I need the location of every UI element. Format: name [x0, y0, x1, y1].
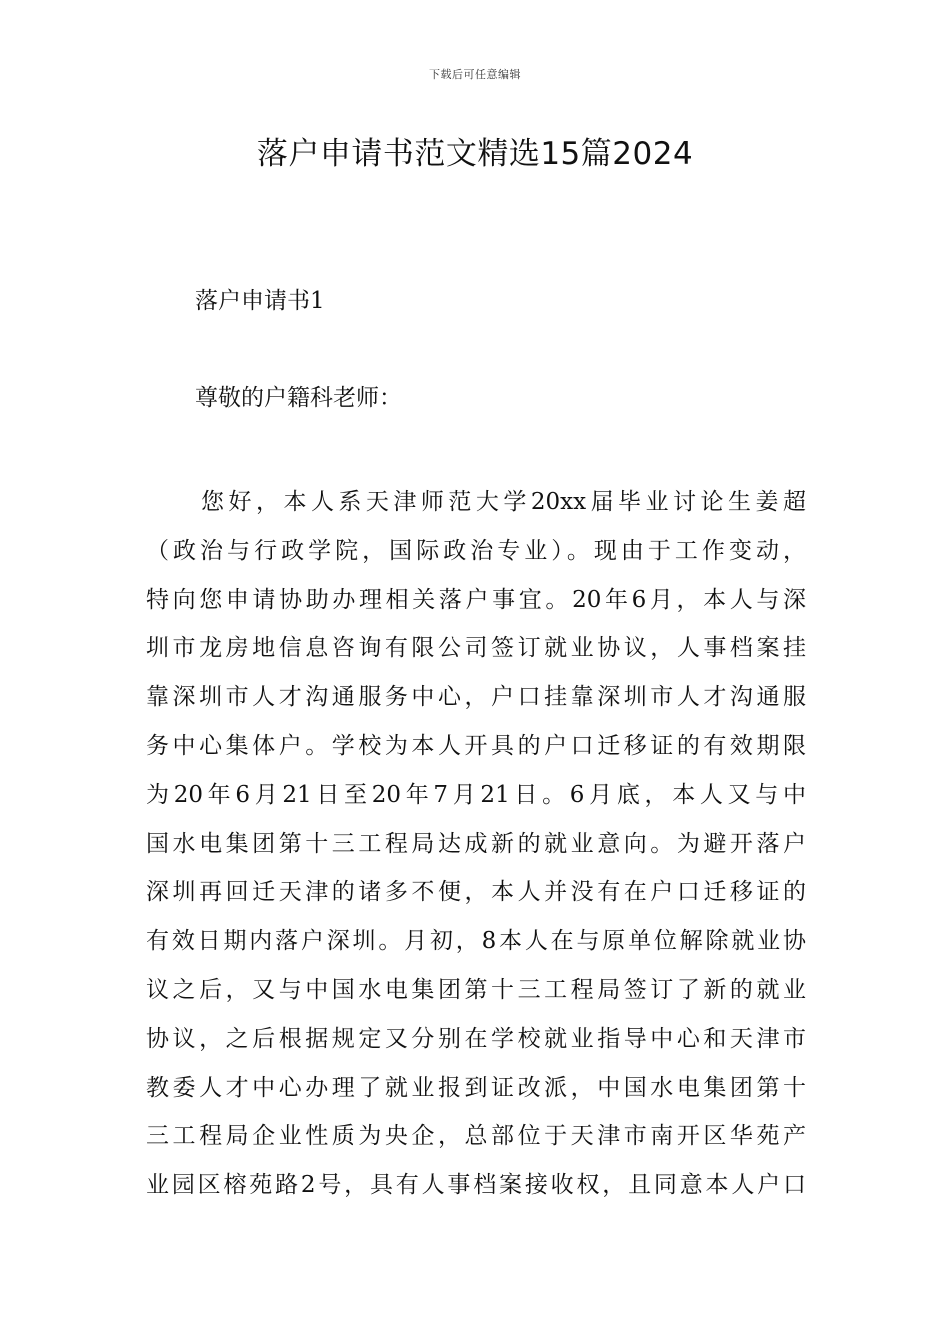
body-line: 三工程局企业性质为央企，总部位于天津市南开区华苑产 — [146, 1123, 806, 1150]
body-line: 您好，本人系天津师范大学20xx届毕业讨论生姜超 — [201, 489, 806, 515]
body-line: 圳市龙房地信息咨询有限公司签订就业协议，人事档案挂 — [146, 635, 806, 662]
body-line: 议之后，又与中国水电集团第十三工程局签订了新的就业 — [146, 976, 806, 1003]
body-line: 特向您申请协助办理相关落户事宜。20年6月，本人与深 — [146, 586, 806, 613]
body-line: 教委人才中心办理了就业报到证改派，中国水电集团第十 — [146, 1074, 806, 1101]
section-heading: 落户申请书1 — [195, 288, 325, 314]
body-line: 国水电集团第十三工程局达成新的就业意向。为避开落户 — [146, 830, 806, 857]
body-line: 务中心集体户。学校为本人开具的户口迁移证的有效期限 — [146, 732, 806, 759]
body-paragraph — [146, 478, 806, 1210]
body-line: （政治与行政学院，国际政治专业）。现由于工作变动， — [146, 537, 806, 564]
salutation: 尊敬的户籍科老师： — [195, 385, 402, 411]
document-title: 落户申请书范文精选15篇2024 — [256, 136, 694, 172]
body-line: 靠深圳市人才沟通服务中心，户口挂靠深圳市人才沟通服 — [146, 684, 806, 711]
body-line: 业园区榕苑路2号，具有人事档案接收权，且同意本人户口 — [146, 1172, 806, 1199]
body-line: 为20年6月21日至20年7月21日。6月底，本人又与中 — [146, 781, 806, 808]
body-line: 协议，之后根据规定又分别在学校就业指导中心和天津市 — [146, 1025, 806, 1052]
body-line: 有效日期内落户深圳。月初，8本人在与原单位解除就业协 — [146, 928, 806, 955]
body-line: 深圳再回迁天津的诸多不便，本人并没有在户口迁移证的 — [146, 879, 806, 906]
header-note: 下载后可任意编辑 — [429, 68, 521, 81]
